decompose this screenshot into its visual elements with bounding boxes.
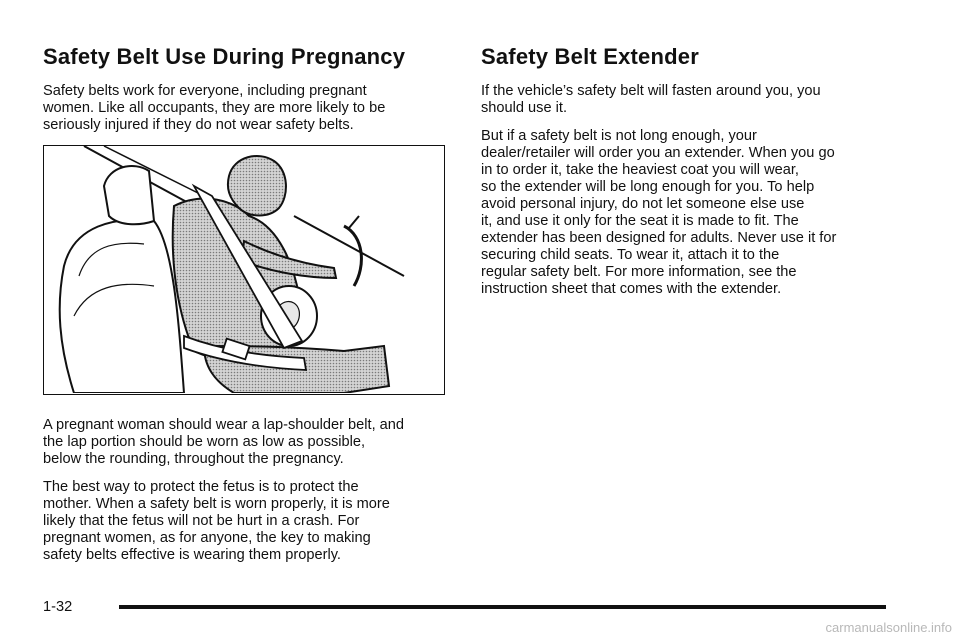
extender-details-paragraph: But if a safety belt is not long enough, your dealer/retailer will order you an extender. When you go in to order it, take the heaviest coat you will wear, so the extender will be long enough for you. To help avoid personal injury, do not let someone else use it, and use it only for the seat it is made to fit. The extender has been designed for adults. Never use it for securing child seats. To wear it, attach it to the regular safety belt. For more information, see the instruction sheet that comes with the extender. bbox=[481, 128, 837, 297]
seat-back-outline bbox=[60, 220, 184, 393]
footer-rule bbox=[119, 605, 886, 609]
illustration-drawing bbox=[44, 146, 443, 393]
pregnant-woman-seatbelt-illustration bbox=[43, 145, 445, 395]
left-column bbox=[43, 44, 447, 575]
steering-column bbox=[349, 216, 359, 228]
watermark: carmanualsonline.info bbox=[825, 620, 952, 635]
extender-intro-paragraph: If the vehicle’s safety belt will fasten around you, you should use it. bbox=[481, 83, 821, 116]
intro-paragraph: Safety belts work for everyone, including pregnant women. Like all occupants, they are more likely to be seriously injured if they do not wear safety belts. bbox=[43, 83, 386, 133]
heading-extender: Safety Belt Extender bbox=[481, 44, 699, 69]
steering-wheel bbox=[344, 226, 361, 286]
fetus-protection-paragraph: The best way to protect the fetus is to protect the mother. When a safety belt is worn properly, it is more likely that the fetus will not be hurt in a crash. For pregnant women, as for anyone, the key to making safety belts effective is wearing them properly. bbox=[43, 479, 390, 563]
heading-pregnancy: Safety Belt Use During Pregnancy bbox=[43, 44, 406, 69]
head bbox=[228, 156, 286, 216]
headrest bbox=[104, 166, 154, 224]
right-column bbox=[481, 44, 885, 309]
page-number: 1-32 bbox=[43, 599, 73, 615]
lap-belt-paragraph: A pregnant woman should wear a lap-shoulder belt, and the lap portion should be worn as low as possible, below the rounding, throughout the pregnancy. bbox=[43, 417, 405, 467]
page-footer bbox=[43, 597, 886, 617]
